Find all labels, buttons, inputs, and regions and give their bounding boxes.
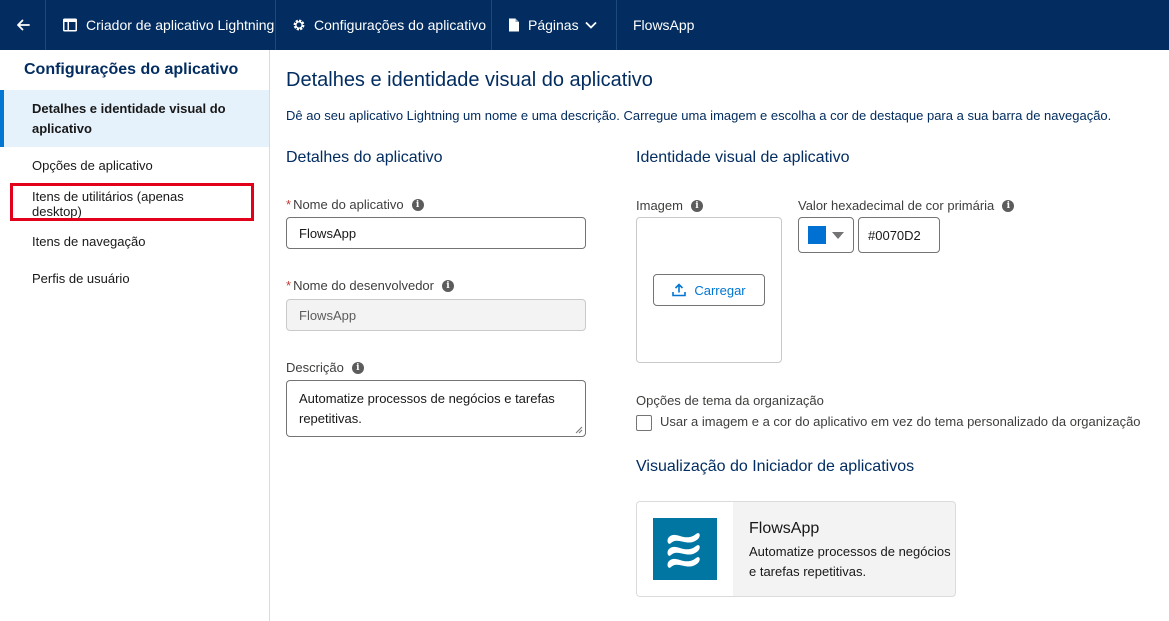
- sidebar-item-label: Opções de aplicativo: [32, 158, 153, 174]
- chevron-down-icon: [585, 21, 597, 29]
- app-name-tab: [617, 0, 710, 50]
- sidebar-item-label: Detalhes e identidade visual do aplicativo: [32, 100, 226, 136]
- theme-checkbox[interactable]: [636, 415, 652, 431]
- theme-checkbox-label: Usar a imagem e a cor do aplicativo em vez do tema personalizado da organização: [660, 414, 1141, 429]
- description-label-text: Descrição: [286, 360, 344, 375]
- color-label-text: Valor hexadecimal de cor primária: [798, 198, 995, 213]
- app-name-label: [286, 197, 424, 212]
- hex-color-value: #0070D2: [868, 227, 921, 243]
- dev-name-label: [286, 278, 454, 293]
- details-section-title: Detalhes do aplicativo: [286, 149, 443, 166]
- settings-sidebar: [0, 50, 270, 621]
- app-builder-icon: [62, 17, 78, 33]
- image-label-text: Imagem: [636, 198, 683, 213]
- app-name-input[interactable]: [286, 217, 586, 249]
- preview-section-title: Visualização do Iniciador de aplicativos: [636, 458, 915, 475]
- hex-color-input[interactable]: [858, 217, 940, 253]
- sidebar-item-app-options[interactable]: [0, 147, 269, 185]
- top-bar: [0, 0, 1169, 50]
- upload-icon: [672, 283, 686, 297]
- sidebar-item-utility-items[interactable]: [0, 185, 269, 223]
- sidebar-item-user-profiles[interactable]: [0, 260, 269, 298]
- image-label: [636, 198, 703, 213]
- app-builder-label: Criador de aplicativo Lightning: [86, 17, 275, 33]
- arrow-left-icon: [15, 17, 31, 33]
- app-builder-tab[interactable]: [46, 0, 276, 50]
- page-description: Dê ao seu aplicativo Lightning um nome e uma descrição. Carregue uma imagem e escolha a cor de destaque para a sua barra de navegação.: [286, 108, 1112, 123]
- app-settings-label: Configurações do aplicativo: [314, 17, 486, 33]
- image-upload-area: [636, 217, 782, 363]
- description-textarea[interactable]: [286, 380, 586, 437]
- page-title: Detalhes e identidade visual do aplicativo: [286, 69, 653, 91]
- description-label: [286, 360, 364, 375]
- sidebar-item-navigation-items[interactable]: [0, 222, 269, 260]
- sidebar-item-label: Itens de utilitários (apenas desktop): [32, 188, 184, 219]
- sidebar-item-label: Itens de navegação: [32, 233, 146, 249]
- branding-section-title: Identidade visual de aplicativo: [636, 149, 850, 166]
- color-picker-button[interactable]: [798, 217, 854, 253]
- pages-dropdown[interactable]: [492, 0, 617, 50]
- resize-handle-icon[interactable]: [575, 426, 583, 434]
- color-swatch: [808, 226, 826, 244]
- app-settings-tab[interactable]: [276, 0, 492, 50]
- required-mark: *: [286, 197, 292, 212]
- dev-name-value: FlowsApp: [299, 307, 357, 323]
- upload-button[interactable]: [653, 274, 765, 306]
- preview-tile-area: [637, 502, 733, 596]
- dev-name-label-text: Nome do desenvolvedor: [293, 278, 434, 293]
- caret-down-icon: [832, 232, 844, 239]
- app-icon-tile: [653, 518, 717, 580]
- dev-name-input: [286, 299, 586, 331]
- upload-button-label: Carregar: [694, 282, 746, 298]
- info-icon[interactable]: i: [691, 200, 703, 212]
- preview-app-name: FlowsApp: [749, 520, 820, 537]
- info-icon[interactable]: i: [352, 362, 364, 374]
- description-value: Automatize processos de negócios e tarefas repetitivas.: [299, 391, 555, 426]
- theme-options-label: Opções de tema da organização: [636, 393, 824, 408]
- flow-waves-icon: [653, 518, 717, 580]
- info-icon[interactable]: i: [412, 199, 424, 211]
- info-icon[interactable]: i: [1002, 200, 1014, 212]
- app-name-label-text: Nome do aplicativo: [293, 197, 404, 212]
- page-icon: [508, 18, 520, 32]
- back-button[interactable]: [0, 0, 46, 50]
- app-name-value: FlowsApp: [299, 225, 357, 241]
- sidebar-item-label: Perfis de usuário: [32, 271, 130, 287]
- gear-icon: [292, 18, 306, 32]
- topbar-app-name: FlowsApp: [633, 17, 695, 33]
- required-mark: *: [286, 278, 292, 293]
- info-icon[interactable]: i: [442, 280, 454, 292]
- pages-label: Páginas: [528, 17, 579, 33]
- app-launcher-preview: [636, 501, 956, 597]
- preview-app-description: Automatize processos de negócios e tarefas repetitivas.: [749, 544, 951, 579]
- color-label: [798, 198, 1014, 213]
- sidebar-title: Configurações do aplicativo: [24, 61, 239, 78]
- sidebar-item-details-branding[interactable]: [0, 90, 269, 147]
